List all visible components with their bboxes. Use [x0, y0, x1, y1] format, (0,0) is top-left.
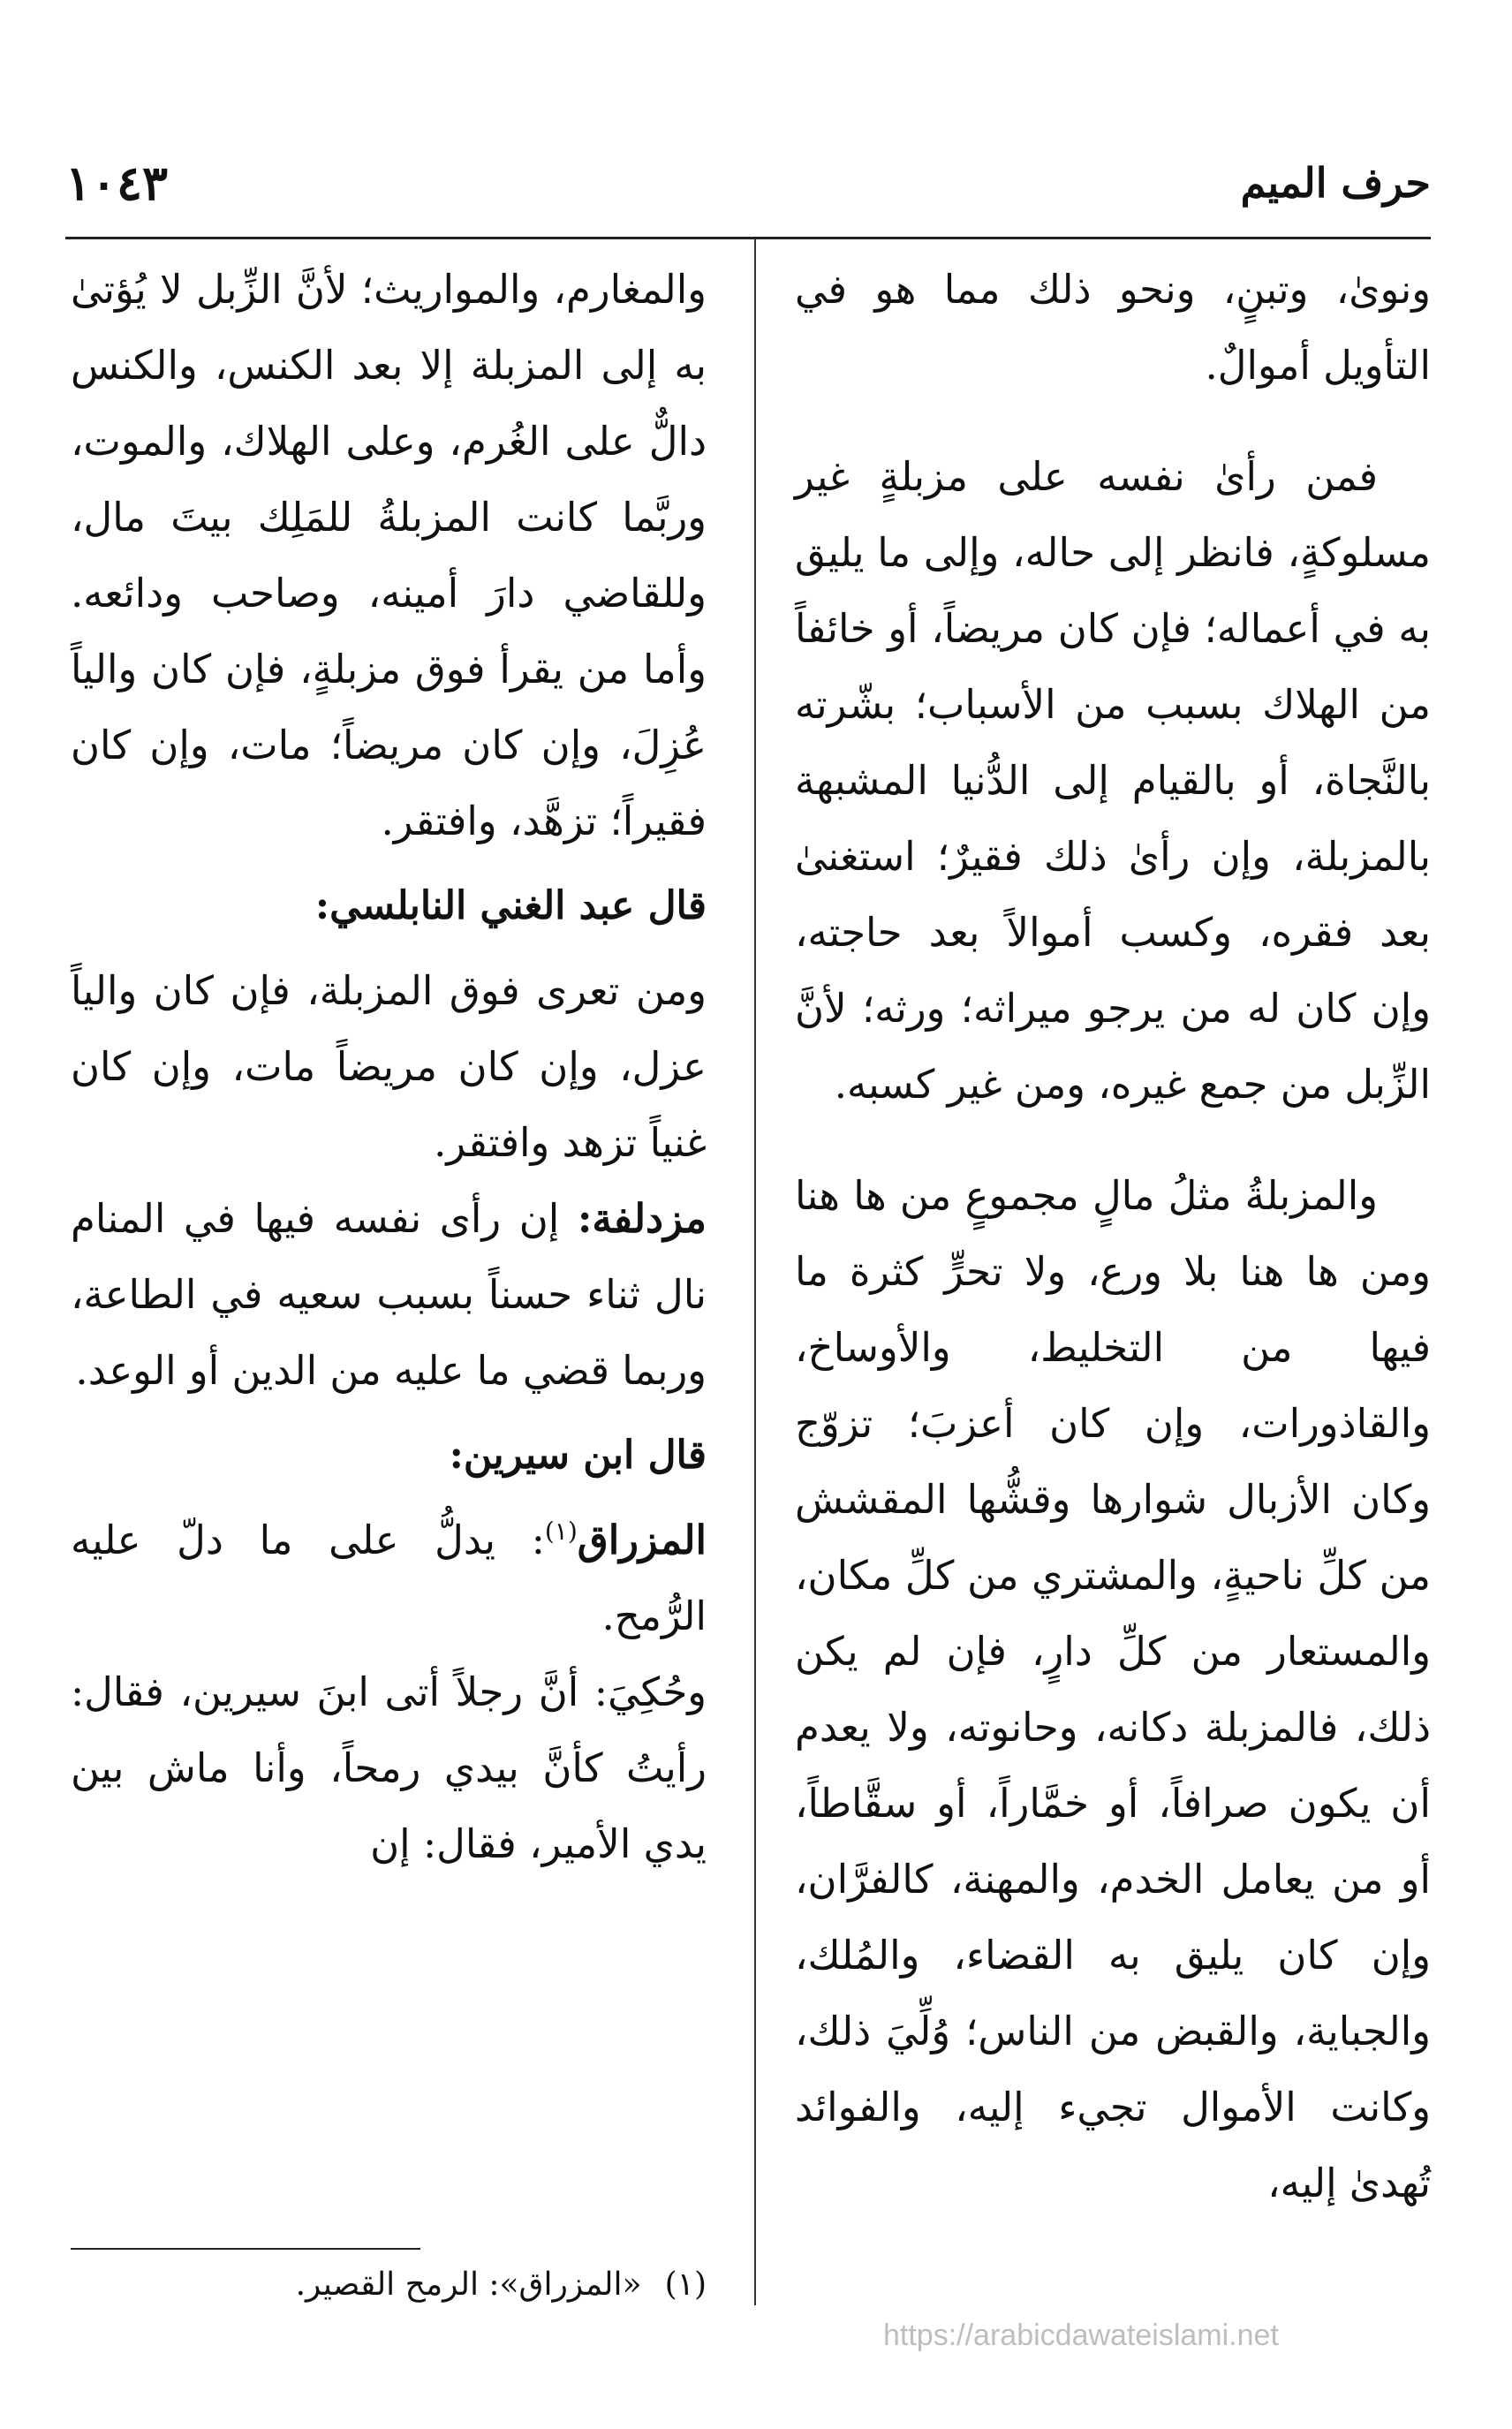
- footnote-text: «المزراق»: الرمح القصير.: [295, 2266, 642, 2303]
- header-rule: [65, 237, 1431, 239]
- footnote-number: (١): [664, 2266, 707, 2303]
- page-number: ١٠٤٣: [65, 155, 169, 211]
- watermark-url: https://arabicdawateislami.net: [883, 2319, 1279, 2352]
- right-column: [795, 252, 1431, 2261]
- footnote: [71, 2263, 707, 2307]
- paragraph: وحُكِيَ: أنَّ رجلاً أتى ابنَ سيرين، فقال: رأيتُ كأنَّ بيدي رمحاً، وأنا ماش بين يدي الأمير، فقال: إن: [71, 1669, 707, 1867]
- column-divider: [754, 238, 756, 2305]
- footnote-rule: [71, 2248, 420, 2250]
- section-heading: قال ابن سيرين:: [449, 1433, 707, 1478]
- entry-headword: مزدلفة:: [577, 1195, 707, 1242]
- left-column: [71, 252, 707, 2261]
- dictionary-entry: [71, 1181, 707, 1409]
- paragraph: ومن تعرى فوق المزبلة، فإن كان والياً عزل، وإن كان مريضاً مات، وإن كان غنياً تزهد وافتقر.: [71, 967, 707, 1166]
- running-head: حرف الميم: [1240, 159, 1431, 207]
- section-heading: قال عبد الغني النابلسي:: [314, 883, 707, 928]
- dictionary-entry: [71, 1502, 707, 1654]
- paragraph: والمزبلةُ مثلُ مالٍ مجموعٍ من ها هنا ومن ها هنا بلا ورع، ولا تحرٍّ كثرة ما فيها من التخليط، والأوساخ، والقاذورات، وإن كان أعزبَ؛ تزوّج وكان الأزبال شوارها وقشُّها المقشش من كلِّ ناحيةٍ، والمشتري من كلِّ مكان، والمستعار من كلِّ دارٍ، فإن لم يكن ذلك، فالمزبلة دكانه، وحانوته، ولا يعدم أن يكون صرافاً، أو خمَّاراً، أو سقَّاطاً، أو من يعامل الخدم، والمهنة، كالفرَّان، وإن كان يليق به القضاء، والمُلك، والجباية، والقبض من الناس؛ وُلِّيَ ذلك، وكانت الأموال تجيء إليه، والفوائد تُهدىٰ إليه،: [795, 1172, 1431, 2206]
- paragraph: فمن رأىٰ نفسه على مزبلةٍ غير مسلوكةٍ، فانظر إلى حاله، وإلى ما يليق به في أعماله؛ فإن كان مريضاً، أو خائفاً من الهلاك بسبب من الأسباب؛ بشّرته بالنَّجاة، أو بالقيام إلى الدُّنيا المشبهة بالمزبلة، وإن رأىٰ ذلك فقيرٌ؛ استغنىٰ بعد فقره، وكسب أموالاً بعد حاجته، وإن كان له من يرجو ميراثه؛ ورثه؛ لأنَّ الزِّبل من جمع غيره، ومن غير كسبه.: [795, 453, 1431, 1108]
- paragraph: ونوىٰ، وتبنٍ، ونحو ذلك مما هو في التأويل أموالٌ.: [795, 266, 1431, 389]
- entry-text: إن رأى نفسه فيها في المنام نال ثناء حسناً بسبب سعيه في الطاعة، وربما قضي ما عليه من الدين أو الوعد.: [71, 1195, 707, 1394]
- paragraph: والمغارم، والمواريث؛ لأنَّ الزِّبل لا يُؤتىٰ به إلى المزبلة إلا بعد الكنس، والكنس دالٌّ على الغُرم، وعلى الهلاك، والموت، وربَّما كانت المزبلةُ للمَلِك بيتَ مال، وللقاضي دارَ أمينه، وصاحب ودائعه. وأما من يقرأ فوق مزبلةٍ، فإن كان والياً عُزِلَ، وإن كان مريضاً؛ مات، وإن كان فقيراً؛ تزهَّد، وافتقر.: [71, 266, 707, 844]
- entry-text: : يدلُّ على ما دلّ عليه الرُّمح.: [71, 1517, 707, 1639]
- entry-headword: المزراق: [577, 1517, 707, 1563]
- footnote-reference[interactable]: (١): [544, 1517, 578, 1546]
